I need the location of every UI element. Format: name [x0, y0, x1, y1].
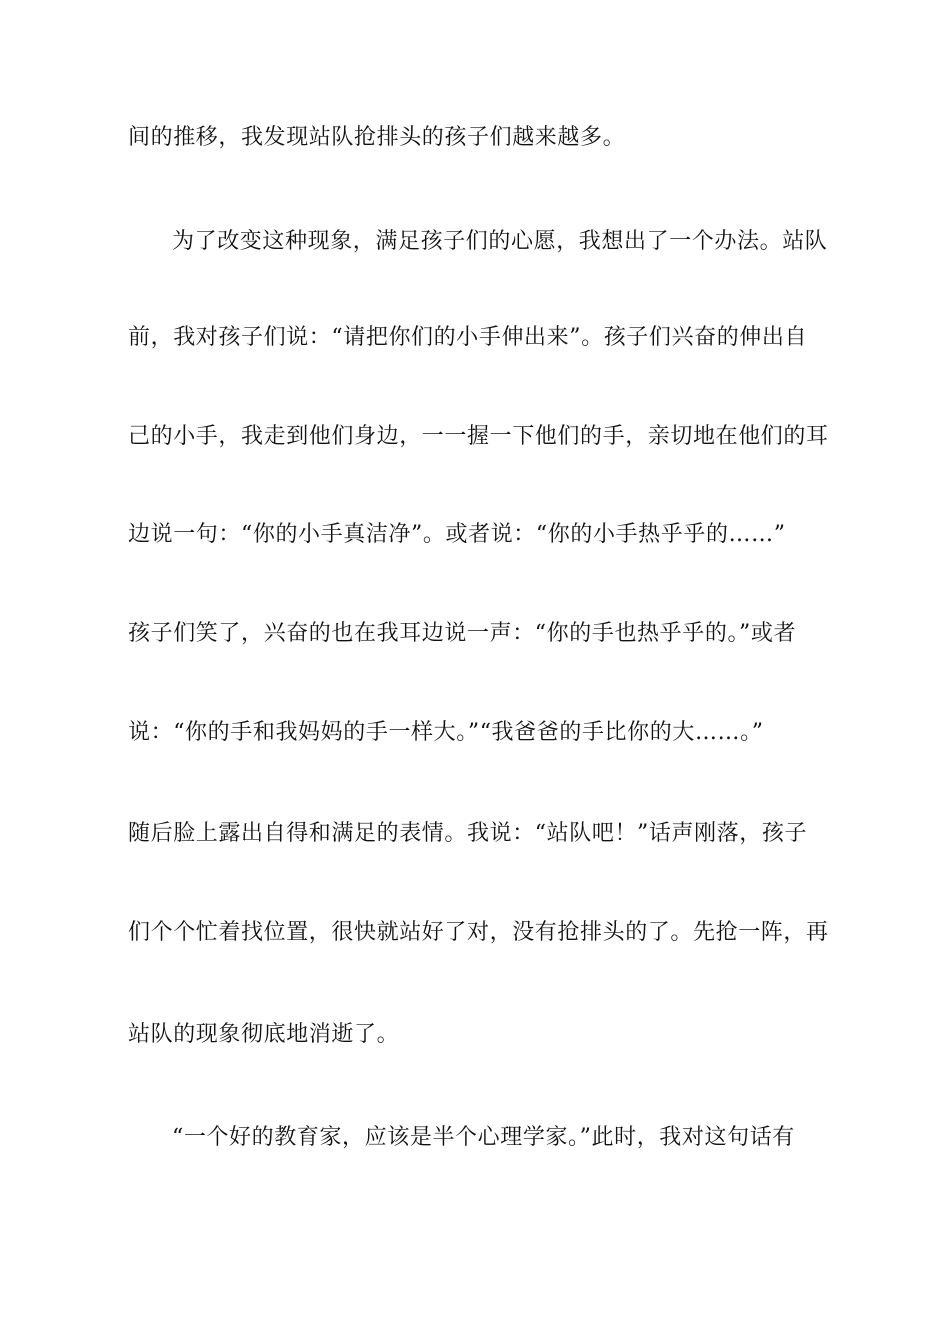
paragraph-line: 们个个忙着找位置，很快就站好了对，没有抢排头的了。先抢一阵，再	[128, 920, 829, 945]
paragraph-line: 随后脸上露出自得和满足的表情。我说：“站队吧！”话声刚落，孩子	[128, 821, 808, 846]
paragraph-line: 己的小手，我走到他们身边，一一握一下他们的手，亲切地在他们的耳	[128, 424, 829, 449]
paragraph-line: 为了改变这种现象，满足孩子们的心愿，我想出了一个办法。站队	[172, 229, 828, 254]
paragraph-line: 站队的现象彻底地消逝了。	[128, 1022, 400, 1047]
paragraph-line: 孩子们笑了，兴奋的也在我耳边说一声：“你的手也热乎乎的。”或者	[128, 621, 797, 646]
paragraph-line: 间的推移，我发现站队抢排头的孩子们越来越多。	[128, 125, 626, 150]
paragraph-line: 说：“你的手和我妈妈的手一样大。”“我爸爸的手比你的大……。”	[128, 720, 764, 745]
paragraph-line: 边说一句：“你的小手真洁净”。或者说：“你的小手热乎乎的……”	[128, 522, 786, 547]
paragraph-line: 前，我对孩子们说：“请把你们的小手伸出来”。孩子们兴奋的伸出自	[128, 325, 808, 350]
paragraph-line: “一个好的教育家，应该是半个心理学家。”此时，我对这句话有	[172, 1125, 795, 1150]
